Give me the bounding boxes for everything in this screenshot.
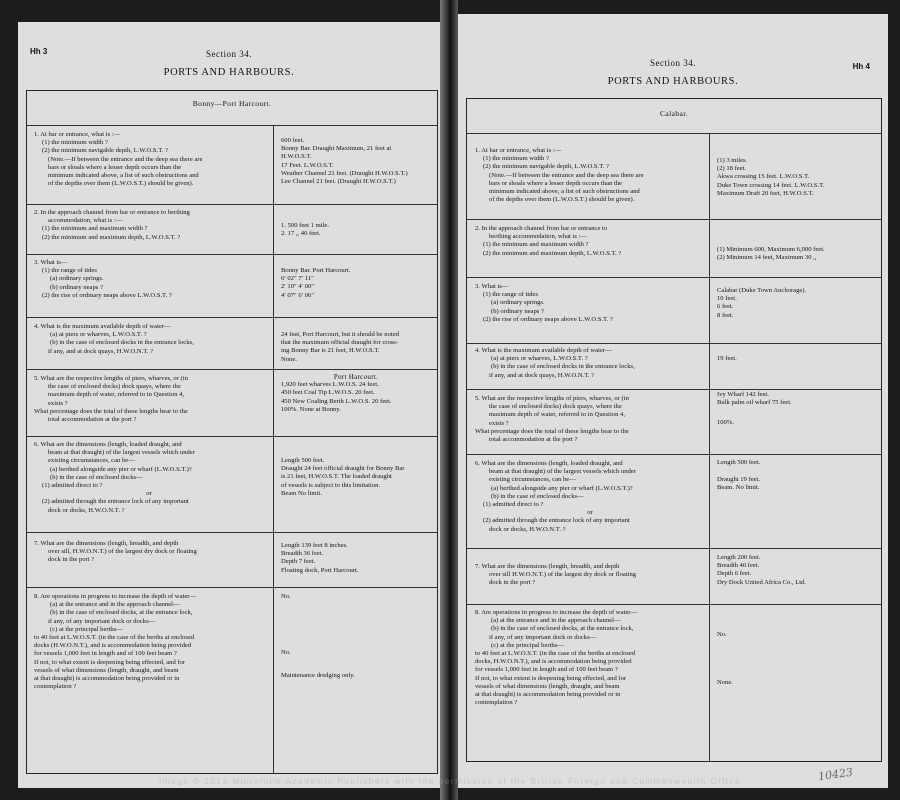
text-line: (a) at piers or wharves, L.W.O.S.T. ? (491, 355, 588, 363)
answer-5 (717, 391, 792, 428)
text-line: (1) admitted direct to ? (483, 501, 544, 509)
answer-6-line: Length 500 feet. (717, 459, 761, 466)
text-line: What percentage does the total of these lengths bear to the (475, 427, 629, 435)
text-line: of the depths over them (L.W.O.S.T.) should be given). (48, 180, 194, 188)
answer-8-line: No. (717, 631, 727, 638)
answer-5-line: Ivy Wharf 142 feet. (717, 391, 769, 398)
text-line: berthing accommodation, what is :— (489, 233, 587, 241)
questionnaire-table (26, 90, 438, 774)
text-line: 4. What is the maximum available depth of water— (34, 323, 171, 330)
text-line: 6′ 02″ 7′ 11″ (281, 275, 314, 283)
text-line: Beam No limit. (281, 489, 322, 497)
text-line: Bonny Bar. Draught Maximum, 21 feet at (281, 145, 392, 153)
text-line: (b) ordinary neaps ? (50, 283, 103, 291)
text-line: (b) in the case of enclosed docks— (491, 492, 584, 500)
text-line: 7. What are the dimensions (length, breadth, and depth (34, 540, 179, 547)
port-name: Bonny—Port Harcourt. (192, 99, 272, 108)
text-line: (c) at the principal berths— (491, 641, 564, 649)
question-8 (475, 609, 637, 707)
text-line: Breadth 36 feet. (281, 550, 324, 558)
text-line: at that draught) is accommodation being provided or in (34, 675, 180, 683)
text-line: Duke Town crossing 14 feet. L.W.O.S.T. (717, 181, 825, 189)
text-line: (a) at piers or wharves, L.W.O.S.T. ? (50, 331, 147, 339)
answer-6 (717, 459, 760, 493)
text-line: Floating dock, Port Harcourt. (281, 566, 359, 574)
text-line: Depth 7 feet. (281, 558, 316, 566)
text-line: 19 feet. (717, 355, 737, 362)
answer-8 (281, 593, 355, 681)
text-line: Bonny Bar. Port Harcourt. (281, 267, 351, 274)
text-line: 1. At bar or entrance, what is :— (34, 131, 121, 138)
questionnaire-table (466, 98, 882, 762)
text-line: Length 500 feet. (281, 457, 325, 464)
text-line: (b) in the case of enclosed docks in the entrance locks, (50, 339, 194, 347)
text-line: 2. 17 ,, 40 feet. (281, 230, 321, 238)
text-line: to 40 feet at L.W.O.S.T. (in the case of the berths at enclosed (475, 650, 636, 658)
text-line: If not, to what extent is deepening being effected, and for (34, 658, 186, 666)
text-line: (2) the minimum navigable depth, L.W.O.S.T. ? (483, 163, 609, 171)
text-line: if any, of any important dock or docks— (489, 633, 597, 641)
answer-6-line: Draught 19 feet. (717, 476, 761, 484)
text-line: Draught 24 feet official draught for Bonny Bar (281, 465, 405, 473)
text-line: Calabar (Duke Town Anchorage). (717, 287, 807, 294)
text-line: (1) the minimum width ? (483, 155, 549, 163)
text-line: 6. What are the dimensions (length, loaded draught, and (475, 460, 623, 467)
text-line: (1) 3 miles. (717, 157, 748, 164)
text-line: 600 feet. (281, 137, 305, 144)
text-line: of vessels is subject to this limitation. (281, 481, 381, 489)
answer-1 (281, 137, 408, 186)
answer-5-heading: Port Harcourt. (333, 373, 379, 381)
answer-8-line: None. (717, 679, 733, 687)
text-line: 100%. None at Bonny. (281, 405, 341, 413)
text-line: (1) the minimum and maximum width ? (483, 241, 589, 249)
text-line: 8 feet. (717, 311, 734, 319)
text-line: 7. What are the dimensions (length, breadth, and depth (475, 563, 620, 570)
text-line: (1) Minimum 600, Maximum 6,000 feet. (717, 246, 825, 253)
text-line: (2) admitted through the entrance lock of any important (483, 517, 630, 525)
text-line: 8. Are operations in progress to increase the depth of water— (475, 609, 638, 616)
text-line: (2) the minimum and maximum depth, L.W.O.S.T. ? (483, 249, 622, 257)
port-name: Calabar. (660, 109, 688, 118)
text-line: (a) berthed alongside any pier or wharf (L.W.O.S.T.)? (50, 465, 192, 473)
question-3 (475, 283, 613, 324)
text-line: 10 feet. (717, 295, 737, 303)
book-gutter (440, 0, 458, 800)
text-line: accommodation, what is :— (48, 217, 123, 225)
text-line: 2′ 10″ 4′ 00″ (281, 283, 315, 291)
text-line: vessels of what dimensions (length, draught, and beam (475, 682, 620, 690)
text-line: (2) admitted through the entrance lock of any important (42, 498, 189, 506)
text-line: if any, and at dock quays, H.W.O.N.T. ? (489, 371, 595, 379)
text-line: dock in the port ? (489, 579, 536, 587)
text-line: bars or shoals where a lesser depth occurs than the (48, 163, 182, 171)
text-line: 8. Are operations in progress to increase the depth of water— (34, 593, 197, 600)
answer-7 (281, 542, 358, 575)
text-line: 6 feet. (717, 303, 734, 311)
text-line: minimum indicated above, a list of such obstructions and (48, 172, 199, 180)
text-line: minimum indicated above, a list of such obstructions and (489, 188, 640, 196)
text-line: vessels of what dimensions (length, draught, and beam (34, 666, 179, 674)
answer-5-line: Bulk palm oil wharf 75 feet. (717, 399, 792, 407)
text-line: over sill, H.W.O.N.T.) of the largest dry dock or floating (48, 548, 197, 556)
text-line: 3. What is— (34, 259, 68, 266)
answer-2 (717, 246, 825, 262)
text-line: (c) at the principal berths— (50, 625, 123, 633)
text-line: Depth 6 feet. (717, 570, 752, 578)
left-page (18, 22, 440, 788)
answer-2 (281, 222, 329, 238)
text-line: (1) the range of tides (483, 291, 538, 299)
question-2 (475, 225, 621, 258)
text-line: (b) in the case of enclosed docks in the entrance locks, (491, 363, 635, 371)
text-line: (2) Minimum 14 feet, Maximum 30 ,, (717, 254, 817, 262)
text-line: contemplation ? (475, 699, 518, 707)
section-heading: Section 34. (650, 58, 696, 68)
text-line: 5. What are the respective lengths of piers, wharves, or (in (475, 395, 629, 402)
page-title: PORTS AND HARBOURS. (607, 76, 739, 87)
text-line: 3. What is— (475, 283, 509, 290)
page-reference: Hh 3 (30, 47, 48, 56)
question-5 (475, 395, 629, 444)
text-line: (1) the minimum and maximum width ? (42, 225, 148, 233)
text-line: (2) the rise of ordinary neaps above L.W.O.S.T. ? (483, 315, 613, 323)
text-line: (2) the rise of ordinary neaps above L.W.O.S.T. ? (42, 291, 172, 299)
question-6 (475, 460, 705, 534)
text-line: (1) the range of tides (42, 267, 97, 275)
page-title: PORTS AND HARBOURS. (163, 67, 295, 78)
text-line: (2) the minimum and maximum depth, L.W.O.S.T. ? (42, 233, 181, 241)
text-line: docks, H.W.O.N.T.), and is accommodation being provided (475, 658, 632, 666)
text-line: beam at that draught) of the largest vessels which under (48, 449, 195, 457)
answer-4 (717, 355, 737, 363)
text-line: 2. In the approach channel from bar or entrance to berthing (34, 209, 190, 216)
answer-8-line: No. (281, 649, 291, 657)
answer-3 (281, 267, 350, 300)
text-line: total accommodation at the port ? (48, 416, 137, 424)
text-line: dock or docks, H.W.O.N.T. ? (48, 506, 125, 514)
text-line: exists ? (48, 399, 68, 407)
text-line: (2) 18 feet. (717, 165, 747, 173)
text-line: 4. What is the maximum available depth of water— (475, 347, 612, 354)
text-line: H.W.O.S.T. (281, 153, 312, 161)
text-line: What percentage does the total of these lengths bear to the (34, 407, 188, 415)
text-line: 17 Feet. L.W.O.S.T. (281, 161, 334, 169)
text-line: or (587, 509, 593, 517)
text-line: over sill H.W.O.N.T.) of the largest dry dock or floating (489, 571, 637, 579)
answer-5-line: 100%. (717, 419, 735, 427)
text-line: if any, of any important dock or docks— (48, 617, 156, 625)
question-4 (475, 347, 635, 380)
text-line: for vessels 1,000 feet in length and of 100 feet beam ? (34, 650, 177, 658)
text-line: is 21 feet, H.W.O.S.T. The loaded draught (281, 473, 392, 481)
text-line: docks (H.W.O.N.T.), and is accommodation being provided (34, 642, 192, 650)
answer-6-line: Beam. No limit. (717, 484, 760, 492)
text-line: 24 feet, Port Harcourt, but it should be noted (281, 331, 399, 338)
answer-8-line: Maintenance dredging only. (281, 672, 355, 680)
text-line: the case of enclosed docks) dock quays, where the (489, 403, 622, 411)
text-line: 450 New Coaling Berth L.W.O.S. 20 feet. (281, 397, 392, 405)
text-line: total accommodation at the port ? (489, 436, 578, 444)
text-line: maximum depth of water, referred to in Question 4, (489, 411, 625, 419)
question-4 (34, 323, 194, 356)
question-8 (34, 593, 196, 691)
text-line: if any, and at dock quays, H.W.O.N.T. ? (48, 347, 154, 355)
question-7 (475, 563, 636, 588)
text-line: (1) admitted direct to ? (42, 482, 103, 490)
text-line: ing Bonny Bar is 21 feet, H.W.O.S.T. (281, 347, 380, 355)
text-line: 1. 500 feet 1 mile. (281, 222, 329, 229)
question-6 (34, 441, 264, 515)
text-line: of the depths over them (L.W.O.S.T.) should be given). (489, 196, 635, 204)
text-line: (b) in the case of enclosed docks, at the entrance lock, (50, 609, 193, 617)
text-line: (b) ordinary neaps ? (491, 307, 544, 315)
text-line: Breadth 40 feet. (717, 562, 760, 570)
text-line: Dry Dock United Africa Co., Ltd. (717, 578, 806, 586)
text-line: Lee Channel 21 feet. (Draught H.W.O.S.T.) (281, 178, 396, 186)
text-line: 450 feet Coal Tip L.W.O.S. 20 feet. (281, 389, 375, 397)
answer-4 (281, 331, 399, 364)
answer-8-line: No. (281, 593, 291, 600)
text-line: Length 200 feet. (717, 554, 761, 561)
text-line: 1. At bar or entrance, what is :— (475, 147, 562, 154)
question-1 (34, 131, 203, 188)
text-line: existing circumstances, can be— (489, 476, 576, 484)
question-3 (34, 259, 172, 300)
text-line: beam at that draught) of the largest vessels which under (489, 468, 636, 476)
text-line: (2) the minimum navigable depth, L.W.O.S.T. ? (42, 147, 168, 155)
text-line: (Note.—If between the entrance and the deep sea there are (489, 171, 644, 179)
text-line: 5. What are the respective lengths of piers, wharves, or (in (34, 375, 188, 382)
text-line: maximum depth of water, referred to in Question 4, (48, 391, 184, 399)
text-line: (a) ordinary springs. (50, 275, 104, 283)
text-line: None. (281, 355, 297, 363)
section-heading: Section 34. (206, 49, 252, 59)
text-line: to 40 feet at L.W.O.S.T. (in the case of the berths at enclosed (34, 634, 195, 642)
answer-1 (717, 157, 824, 198)
text-line: at that draught) is accommodation being provided or in (475, 691, 621, 699)
answer-3 (717, 287, 806, 320)
text-line: bars or shoals where a lesser depth occurs than the (489, 179, 623, 187)
right-page (458, 14, 888, 788)
text-line: the case of enclosed docks) dock quays, where the (48, 383, 181, 391)
text-line: (a) ordinary springs. (491, 299, 545, 307)
text-line: or (146, 490, 152, 498)
text-line: (b) in the case of enclosed docks— (50, 473, 143, 481)
text-line: 1,920 feet wharves L.W.O.S. 24 feet. (281, 381, 379, 389)
question-7 (34, 540, 197, 565)
question-1 (475, 147, 644, 204)
text-line: dock or docks, H.W.O.N.T. ? (489, 525, 566, 533)
text-line: (Note.—If between the entrance and the deep sea there are (48, 155, 203, 163)
text-line: 4′ 07″ 6′ 06″ (281, 291, 315, 299)
text-line: (1) the minimum width ? (42, 139, 108, 147)
text-line: 2. In the approach channel from bar or entrance to (475, 225, 608, 232)
page-reference: Hh 4 (852, 62, 870, 71)
text-line: 6. What are the dimensions (length, loaded draught, and (34, 441, 182, 448)
text-line: If not, to what extent is deepening being effected, and for (475, 674, 627, 682)
text-line: Akwa crossing 15 feet. L.W.O.S.T. (717, 173, 810, 181)
answer-7 (717, 554, 806, 587)
text-line: (b) in the case of enclosed docks, at the entrance lock, (491, 625, 634, 633)
text-line: contemplation ? (34, 683, 77, 691)
text-line: Maximum Draft 20 feet, H.W.O.S.T. (717, 189, 814, 197)
text-line: dock in the port ? (48, 556, 95, 564)
text-line: Weather Channel 21 feet. (Draught H.W.O.S.T.) (281, 169, 408, 177)
text-line: that the maximum official draught for cross- (281, 339, 399, 347)
question-2 (34, 209, 190, 242)
handwritten-reference: 10423 (817, 765, 854, 784)
text-line: (a) berthed alongside any pier or wharf (L.W.O.S.T.)? (491, 484, 633, 492)
text-line: exists ? (489, 419, 509, 427)
text-line: Length 139 feet 8 inches. (281, 542, 348, 549)
answer-5 (281, 373, 431, 414)
text-line: (a) at the entrance and in the approach channel— (491, 617, 621, 625)
answer-6 (281, 457, 404, 498)
text-line: for vessels 1,000 feet in length and of 100 feet beam ? (475, 666, 618, 674)
text-line: existing circumstances, can be— (48, 457, 135, 465)
answer-5-lines (281, 381, 431, 414)
question-5 (34, 375, 188, 424)
copyright-watermark: Image © 2013 Microform Academic Publishers with the permission of the British Foreign and Commonwealth Office (158, 777, 742, 786)
answer-8 (717, 631, 733, 687)
text-line: (a) at the entrance and in the approach channel— (50, 601, 180, 609)
